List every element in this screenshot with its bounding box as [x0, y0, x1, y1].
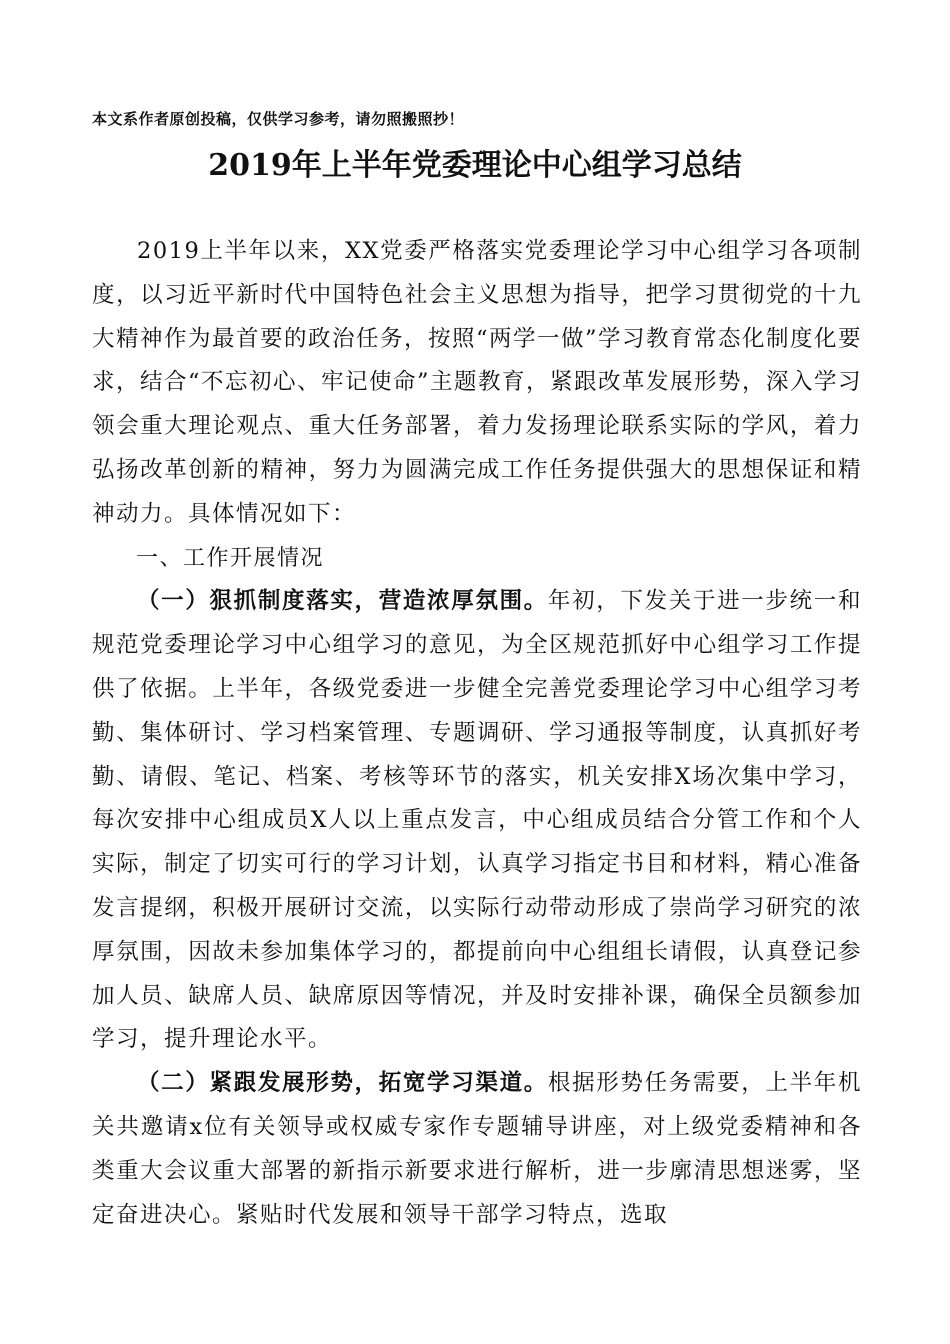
document-title: 2019年上半年党委理论中心组学习总结 — [208, 148, 742, 183]
item-1-subhead: （一）狠抓制度落实，营造浓厚氛围。 — [137, 588, 548, 615]
paragraph-item-2 — [92, 1062, 862, 1237]
item-1-text: 年初，下发关于进一步统一和规范党委理论学习中心组学习的意见，为全区规范抓好中心组学习工作提供了依据。上半年，各级党委进一步健全完善党委理论学习中心组学习考勤、集体研讨、学习档案管理、专题调研、学习通报等制度，认真抓好考勤、请假、笔记、档案、考核等环节的落实，机关安排X场次集中学习，每次安排中心组成员X人以上重点发言，中心组成员结合分管工作和个人实际，制定了切实可行的学习计划，认真学习指定书目和材料，精心准备发言提纲，积极开展研讨交流，以实际行动带动形成了崇尚学习研究的浓厚氛围，因故未参加集体学习的，都提前向中心组组长请假，认真登记参加人员、缺席人员、缺席原因等情况，并及时安排补课，确保全员额参加学习，提升理论水平。 — [92, 588, 862, 1053]
disclaimer-note: 本文系作者原创投稿，仅供学习参考，请勿照搬照抄！ — [92, 110, 465, 128]
paragraph-item-1 — [92, 580, 862, 1062]
section-heading: 一、工作开展情况 — [136, 545, 325, 571]
item-2-subhead: （二）紧跟发展形势，拓宽学习渠道。 — [137, 1070, 548, 1097]
item-2-text: 根据形势任务需要，上半年机关共邀请x位有关领导或权威专家作专题辅导讲座，对上级党委精神和各类重大会议重大部署的新指示新要求进行解析，进一步廓清思想迷雾，坚定奋进决心。紧贴时代发展和领导干部学习特点，选取 — [92, 1070, 862, 1228]
document-body — [92, 230, 862, 1237]
intro-paragraph: 2019上半年以来，XX党委严格落实党委理论学习中心组学习各项制度，以习近平新时代中国特色社会主义思想为指导，把学习贯彻党的十九大精神作为最首要的政治任务，按照“两学一做”学习教育常态化制度化要求，结合“不忘初心、牢记使命”主题教育，紧跟改革发展形势，深入学习领会重大理论观点、重大任务部署，着力发扬理论联系实际的学风，着力弘扬改革创新的精神，努力为圆满完成工作任务提供强大的思想保证和精神动力。具体情况如下： — [92, 238, 863, 527]
